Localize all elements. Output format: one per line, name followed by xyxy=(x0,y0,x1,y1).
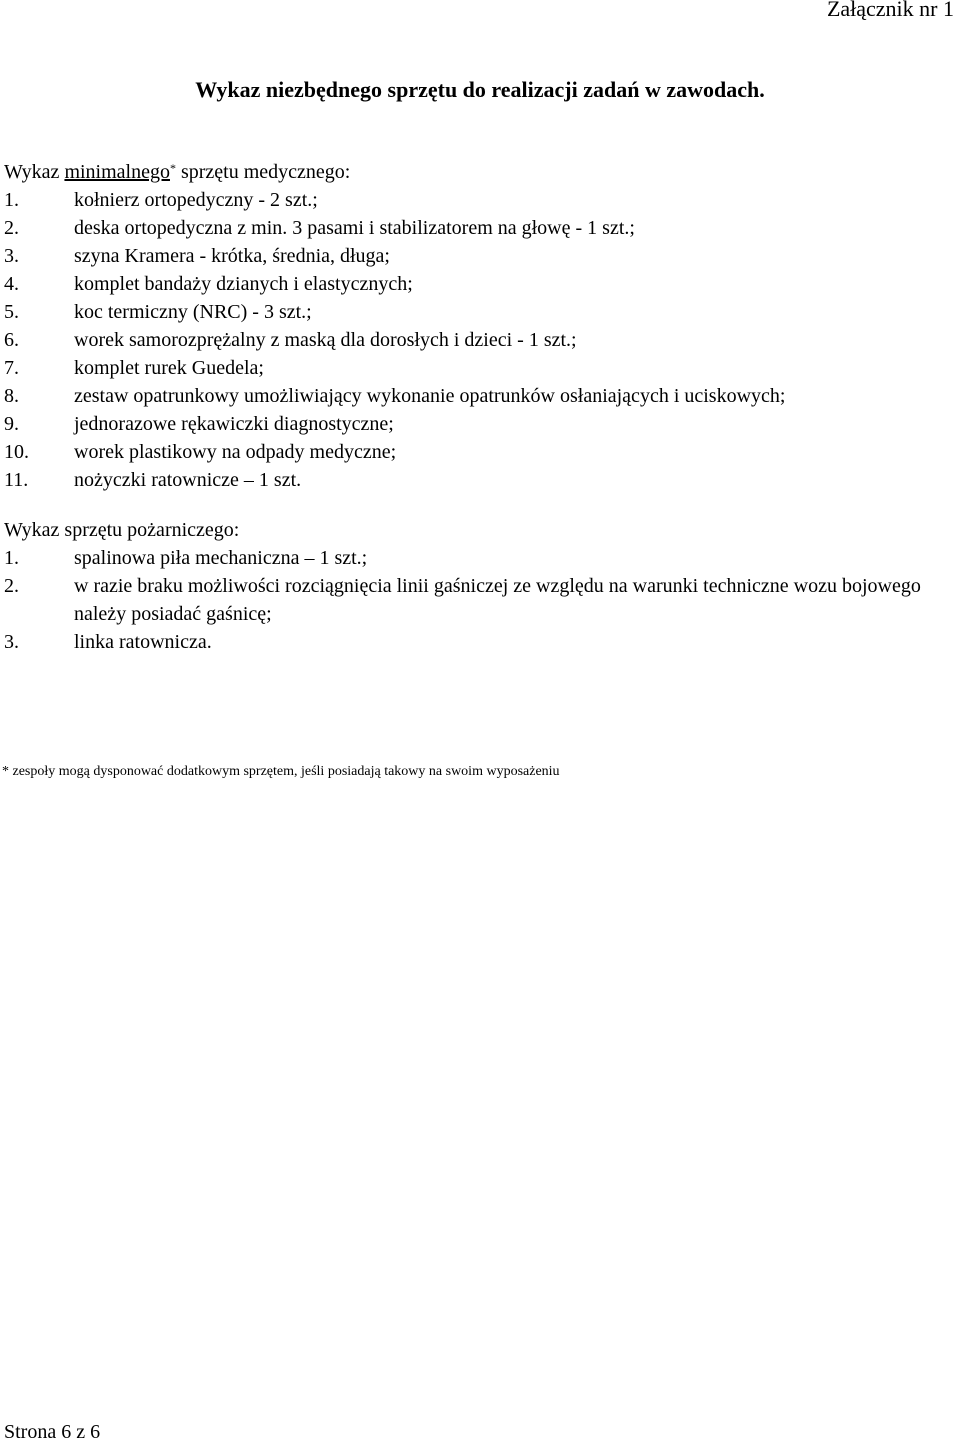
list-item xyxy=(4,298,944,326)
item-number: 8. xyxy=(4,385,19,407)
list-item xyxy=(4,270,944,298)
item-number: 5. xyxy=(4,301,19,323)
item-number: 3. xyxy=(4,631,19,653)
list-item xyxy=(4,410,944,438)
attachment-label: Załącznik nr 1 xyxy=(826,0,954,21)
item-text: w razie braku możliwości rozciągnięcia linii gaśniczej ze względu na warunki techniczne wozu bojowego należy posiadać gaśnicę; xyxy=(74,575,921,625)
item-number: 2. xyxy=(4,575,19,597)
item-number: 1. xyxy=(4,547,19,569)
item-number: 6. xyxy=(4,329,19,351)
fire-heading: Wykaz sprzętu pożarniczego: xyxy=(4,519,240,541)
list-item xyxy=(4,628,944,656)
item-text: kołnierz ortopedyczny - 2 szt.; xyxy=(74,189,318,211)
item-text: komplet bandaży dzianych i elastycznych; xyxy=(74,273,413,295)
item-number: 4. xyxy=(4,273,19,295)
list-item xyxy=(4,466,944,494)
list-item xyxy=(4,572,944,628)
item-text: jednorazowe rękawiczki diagnostyczne; xyxy=(74,413,394,435)
item-text: linka ratownicza. xyxy=(74,631,212,653)
list-item xyxy=(4,544,944,572)
list-item xyxy=(4,186,944,214)
list-item xyxy=(4,354,944,382)
item-text: komplet rurek Guedela; xyxy=(74,357,264,379)
item-text: nożyczki ratownicze – 1 szt. xyxy=(74,469,302,491)
item-number: 3. xyxy=(4,245,19,267)
document-title: Wykaz niezbędnego sprzętu do realizacji zadań w zawodach. xyxy=(195,77,765,102)
item-text: zestaw opatrunkowy umożliwiający wykonanie opatrunków osłaniających i uciskowych; xyxy=(74,385,786,407)
item-text: koc termiczny (NRC) - 3 szt.; xyxy=(74,301,312,323)
list-item xyxy=(4,242,944,270)
medical-heading xyxy=(4,158,944,186)
page-number: Strona 6 z 6 xyxy=(4,1421,101,1443)
item-number: 7. xyxy=(4,357,19,379)
list-item xyxy=(4,326,944,354)
list-item xyxy=(4,382,944,410)
medical-heading-post: sprzętu medycznego: xyxy=(175,161,351,183)
item-number: 10. xyxy=(4,441,29,463)
item-text: worek samorozprężalny z maską dla dorosłych i dzieci - 1 szt.; xyxy=(74,329,577,351)
medical-list xyxy=(4,186,944,494)
item-number: 9. xyxy=(4,413,19,435)
item-number: 11. xyxy=(4,469,29,491)
item-text: deska ortopedyczna z min. 3 pasami i stabilizatorem na głowę - 1 szt.; xyxy=(74,217,635,239)
footnote-marker: * xyxy=(169,161,176,175)
item-text: szyna Kramera - krótka, średnia, długa; xyxy=(74,245,390,267)
item-number: 2. xyxy=(4,217,19,239)
list-item xyxy=(4,438,944,466)
list-item xyxy=(4,214,944,242)
item-text: spalinowa piła mechaniczna – 1 szt.; xyxy=(74,547,368,569)
medical-heading-pre: Wykaz xyxy=(4,161,65,183)
fire-equipment-section xyxy=(4,516,944,656)
item-number: 1. xyxy=(4,189,19,211)
fire-list xyxy=(4,544,944,656)
item-text: worek plastikowy na odpady medyczne; xyxy=(74,441,397,463)
medical-heading-underlined: minimalnego xyxy=(64,161,170,183)
medical-equipment-section xyxy=(4,158,944,494)
footnote: * zespoły mogą dysponować dodatkowym sprzętem, jeśli posiadają takowy na swoim wyposażeniu xyxy=(2,764,560,779)
